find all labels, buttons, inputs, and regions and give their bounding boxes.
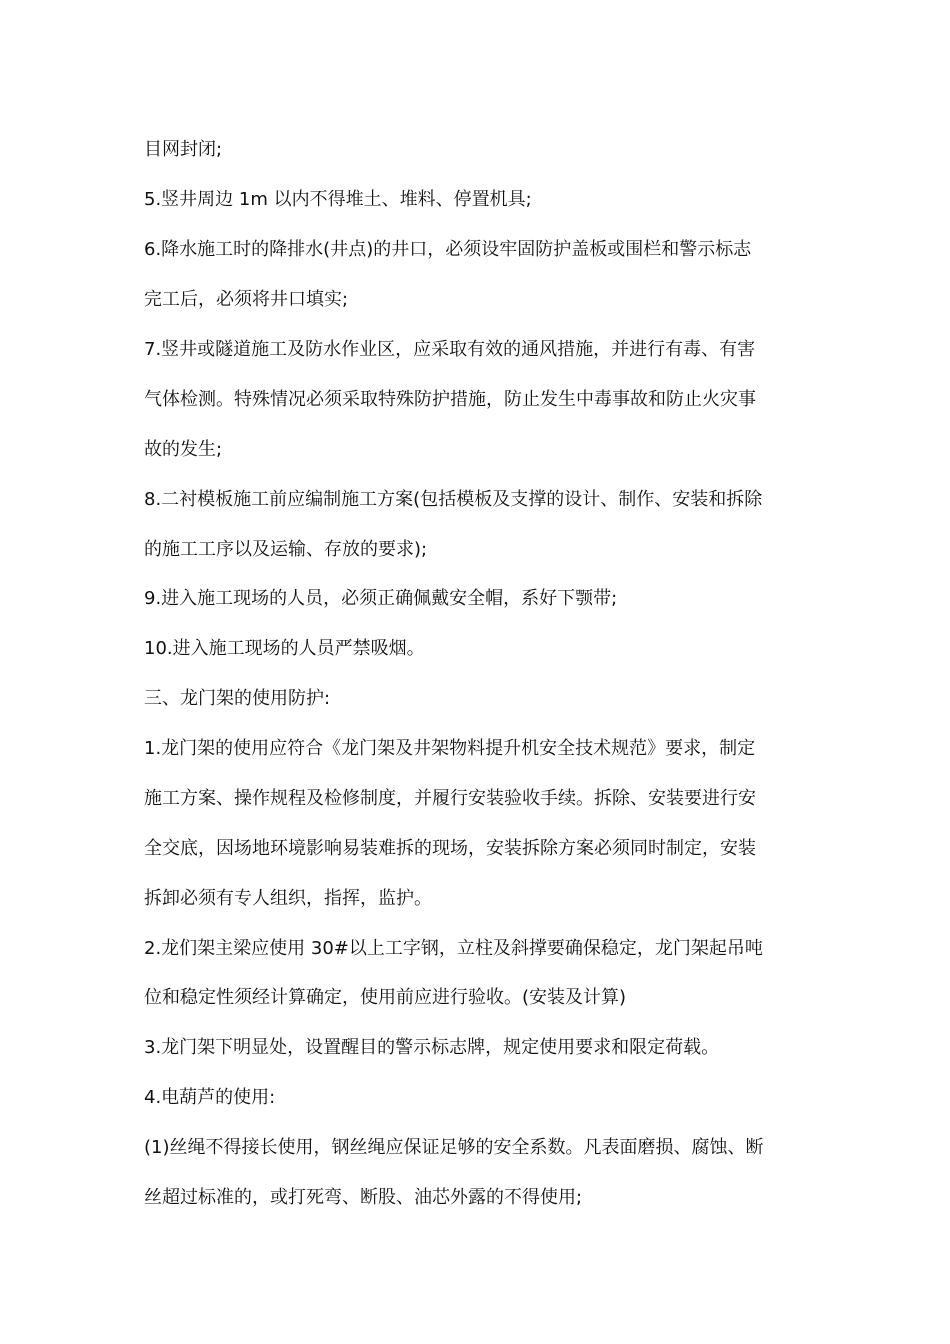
text-line: 施工方案、操作规程及检修制度，并履行安装验收手续。拆除、安装要进行安 [144,788,756,809]
text-line: 丝超过标准的，或打死弯、断股、油芯外露的不得使用; [144,1187,583,1208]
text-line: 1.龙门架的使用应符合《龙门架及井架物料提升机安全技术规范》要求，制定 [144,738,756,759]
section-heading: 三、龙门架的使用防护: [144,688,331,709]
text-line: 目网封闭; [144,139,223,160]
text-line: 10.进入施工现场的人员严禁吸烟。 [144,638,425,659]
text-line: 5.竖井周边 1m 以内不得堆土、堆料、停置机具; [144,189,532,210]
text-line: 6.降水施工时的降排水(井点)的井口，必须设牢固防护盖板或围栏和警示标志 [144,239,752,260]
text-line: 8.二衬模板施工前应编制施工方案(包括模板及支撑的设计、制作、安装和拆除 [144,489,763,510]
text-line: 的施工工序以及运输、存放的要求); [144,539,428,560]
text-line: 4.电葫芦的使用: [144,1087,276,1108]
text-line: 位和稳定性须经计算确定，使用前应进行验收。(安装及计算) [144,987,627,1008]
text-line: 全交底，因场地环境影响易装难拆的现场，安装拆除方案必须同时制定，安装 [144,838,756,859]
text-line: 完工后，必须将井口填实; [144,289,349,310]
text-line: 故的发生; [144,439,223,460]
text-line: 2.龙们架主梁应使用 30#以上工字钢，立柱及斜撑要确保稳定，龙门架起吊吨 [144,938,763,959]
text-line: 7.竖井或隧道施工及防水作业区，应采取有效的通风措施，并进行有毒、有害 [144,339,756,360]
text-line: 拆卸必须有专人组织，指挥，监护。 [144,888,432,909]
text-line: (1)丝绳不得接长使用，钢丝绳应保证足够的安全系数。凡表面磨损、腐蚀、断 [144,1137,764,1158]
text-line: 9.进入施工现场的人员，必须正确佩戴安全帽，系好下颚带; [144,588,618,609]
text-line: 气体检测。特殊情况必须采取特殊防护措施，防止发生中毒事故和防止火灾事 [144,389,756,410]
text-line: 3.龙门架下明显处，设置醒目的警示标志牌，规定使用要求和限定荷载。 [144,1037,720,1058]
